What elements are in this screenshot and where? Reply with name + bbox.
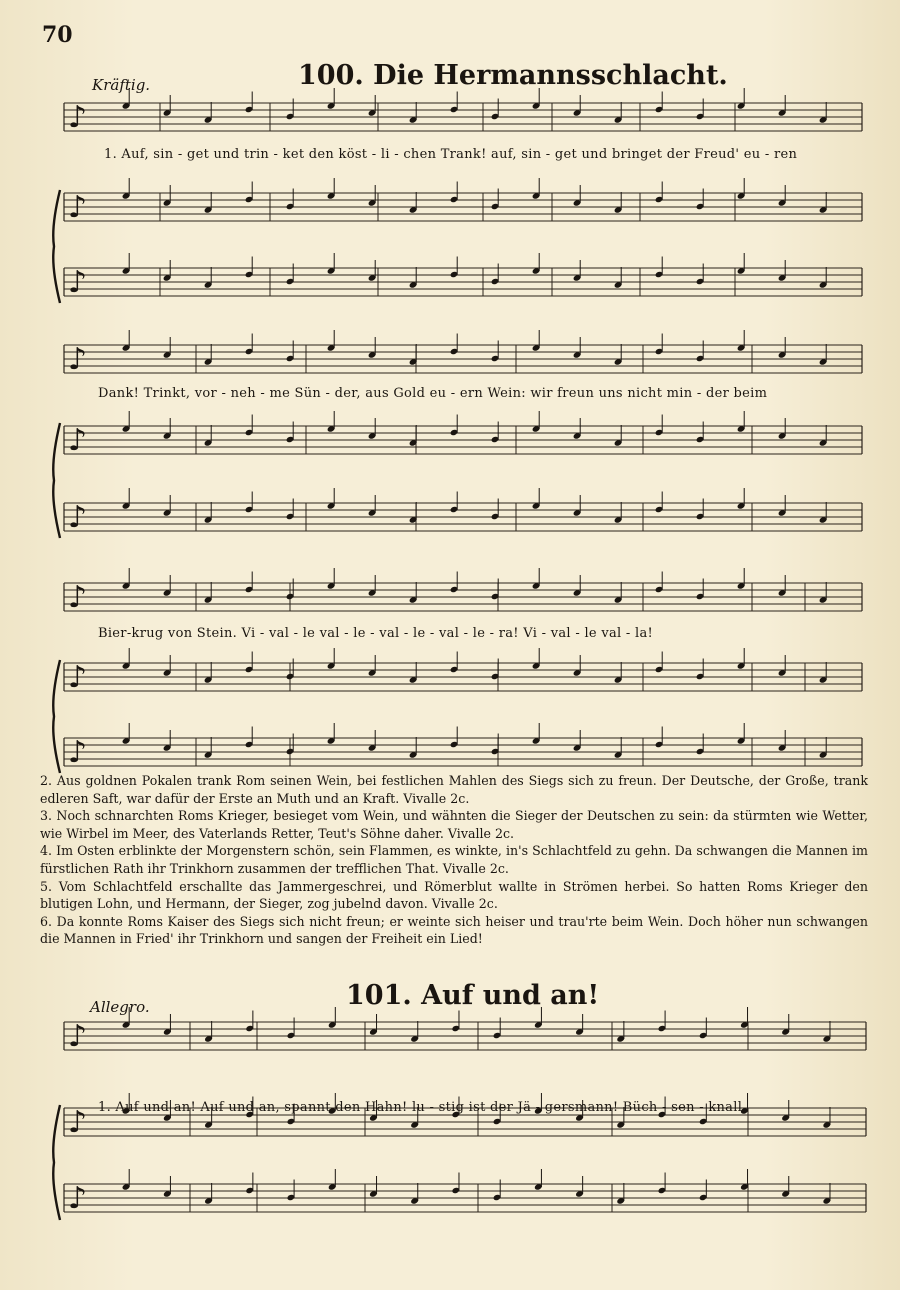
svg-text:♪: ♪ (68, 1019, 88, 1054)
lyric-line-100-3: Bier-krug von Stein. Vi - val - le val - le - val - le - val - le - ra! Vi - val - le val - la! (98, 626, 654, 641)
brace-100-2 (53, 423, 60, 538)
lyric-line-101-1: 1. Auf und an! Auf und an, spannt den Hahn! lu - stig ist der Jä - gersmann! Büch - sen - knall, (98, 1100, 747, 1115)
svg-text:♪: ♪ (68, 1105, 88, 1140)
staff-100-sys2-treble (64, 411, 862, 458)
staff-101-voice (64, 1007, 866, 1054)
svg-text:♪: ♪ (68, 735, 88, 770)
svg-text:♪: ♪ (68, 660, 88, 695)
staff-101-bass (64, 1169, 866, 1216)
staff-100-sys1-treble (64, 178, 862, 225)
svg-text:♪: ♪ (68, 190, 88, 225)
staff-100-sys1-bass (64, 253, 862, 300)
tempo-marking-101: Allegro. (90, 998, 150, 1016)
staff-100-sys2-voice (64, 330, 862, 377)
verse-2: 2. Aus goldnen Pokalen trank Rom seinen Wein, bei festlichen Mahlen des Siegs sich zu freun. Der Deutsche, der Große, trank edleren Saft, war dafür der Erste an Muth und an Kraft. Vivalle 2c. (40, 773, 868, 806)
brace-101 (53, 1105, 60, 1220)
page-number: 70 (42, 22, 73, 48)
svg-text:♪: ♪ (68, 342, 88, 377)
verse-6: 6. Da konnte Roms Kaiser des Siegs sich nicht freun; er weinte sich heiser und trau'rte beim Wein. Doch höher nun schwangen die Mannen in Fried' ihr Trinkhorn und sangen der Freiheit ein Lied! (40, 913, 868, 947)
staff-100-sys3-treble (64, 648, 862, 695)
svg-text:♪: ♪ (68, 500, 88, 535)
tempo-marking-100: Kräftig. (92, 76, 151, 94)
song-title-100: 100. Die Hermannsschlacht. (298, 60, 728, 91)
staff-100-sys3-bass (64, 723, 862, 770)
brace-100-1 (53, 190, 60, 303)
lyric-line-100-1: 1. Auf, sin - get und trin - ket den köst - li - chen Trank! auf, sin - get und bringet der Freud' eu - ren (104, 147, 798, 162)
staff-100-sys1-voice (64, 88, 862, 135)
brace-100-3 (53, 660, 60, 773)
staff-100-sys2-bass (64, 488, 862, 535)
svg-text:♪: ♪ (68, 580, 88, 615)
lyric-line-100-2: Dank! Trinkt, vor - neh - me Sün - der, aus Gold eu - ern Wein: wir freun uns nicht min - der beim (98, 386, 768, 401)
svg-text:♪: ♪ (68, 423, 88, 458)
verse-3: 3. Noch schnarchten Roms Krieger, besieget vom Wein, und wähnten die Sieger der Deutschen zu sein: da stürmten wie Wetter, wie Wirbel im Meer, des Vaterlands Retter, Teut's Söhne daher. Vivalle 2c. (40, 808, 868, 841)
svg-text:♪: ♪ (68, 265, 88, 300)
verse-5: 5. Vom Schlachtfeld erschallte das Jammergeschrei, und Römerblut wallte in Strömen herbei. So hatten Roms Krieger den blutigen Lohn, und Hermann, der Sieger, zog jubelnd davon. Vivalle 2c. (40, 878, 868, 912)
staff-100-sys3-voice (64, 568, 862, 615)
svg-text:♪: ♪ (68, 100, 88, 135)
svg-text:♪: ♪ (68, 1181, 88, 1216)
verse-4: 4. Im Osten erblinkte der Morgenstern schön, sein Flammen, es winkte, in's Schlachtfeld zu gehn. Da schwangen die Mannen im fürstlichen Rath ihr Trinkhorn zusammen der trefflichen That. Vivalle 2c. (40, 843, 868, 876)
additional-verses (40, 772, 868, 948)
song-title-101: 101. Auf und an! (346, 980, 600, 1011)
